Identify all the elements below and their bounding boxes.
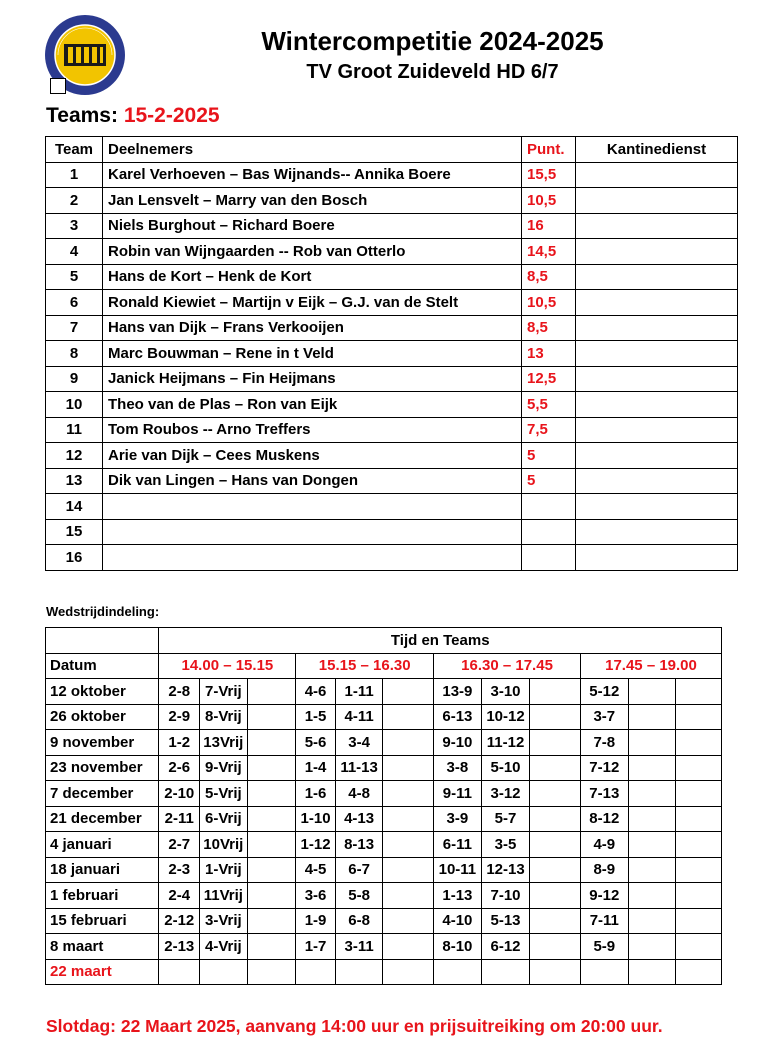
teams-header-row: [46, 137, 738, 163]
schedule-title-row: [46, 628, 722, 654]
schedule-date: 4 januari: [46, 832, 159, 858]
table-row: [46, 188, 738, 214]
schedule-row: [46, 806, 722, 832]
match-pair: 3-6: [296, 883, 336, 909]
match-pair: 10Vrij: [200, 832, 248, 858]
match-pair: 8-12: [581, 806, 629, 832]
match-pair: [159, 959, 200, 985]
team-canteen: [576, 341, 738, 367]
team-points: 13: [522, 341, 576, 367]
team-points: [522, 545, 576, 571]
match-pair: [200, 959, 248, 985]
col-header-points: Punt.: [522, 137, 576, 163]
match-pair: [530, 959, 581, 985]
time-slot-3: 16.30 – 17.45: [434, 653, 581, 679]
match-pair: [383, 806, 434, 832]
match-pair: 4-13: [335, 806, 383, 832]
match-pair: 1-Vrij: [200, 857, 248, 883]
teams-heading: [46, 104, 220, 128]
match-pair: 4-6: [296, 679, 336, 705]
table-row: [46, 545, 738, 571]
schedule-row: [46, 959, 722, 985]
col-header-team: Team: [46, 137, 103, 163]
match-pair: 1-5: [296, 704, 336, 730]
match-pair: [676, 934, 722, 960]
match-pair: 1-6: [296, 781, 336, 807]
schedule-row: [46, 781, 722, 807]
match-pair: [530, 857, 581, 883]
match-pair: [530, 908, 581, 934]
table-row: [46, 290, 738, 316]
schedule-header-title: Tijd en Teams: [159, 628, 722, 654]
team-points: [522, 519, 576, 545]
match-pair: [530, 781, 581, 807]
match-pair: 1-7: [296, 934, 336, 960]
match-pair: [628, 908, 676, 934]
match-pair: [247, 959, 296, 985]
team-players: Jan Lensvelt – Marry van den Bosch: [103, 188, 522, 214]
match-pair: 8-10: [434, 934, 482, 960]
table-row: [46, 162, 738, 188]
team-points: 10,5: [522, 290, 576, 316]
schedule-row: [46, 934, 722, 960]
match-pair: 1-9: [296, 908, 336, 934]
team-players: [103, 494, 522, 520]
team-players: Janick Heijmans – Fin Heijmans: [103, 366, 522, 392]
match-pair: [530, 755, 581, 781]
schedule-date: 9 november: [46, 730, 159, 756]
team-number: 12: [46, 443, 103, 469]
team-number: 14: [46, 494, 103, 520]
col-header-date: Datum: [46, 653, 159, 679]
match-pair: 2-9: [159, 704, 200, 730]
team-canteen: [576, 519, 738, 545]
match-pair: 2-10: [159, 781, 200, 807]
page-subtitle: TV Groot Zuideveld HD 6/7: [306, 61, 559, 83]
match-pair: 10-12: [481, 704, 530, 730]
team-players: Theo van de Plas – Ron van Eijk: [103, 392, 522, 418]
team-number: 9: [46, 366, 103, 392]
logo-frame-box: [50, 78, 66, 94]
match-pair: 5-Vrij: [200, 781, 248, 807]
team-points: 8,5: [522, 264, 576, 290]
table-row: [46, 315, 738, 341]
teams-table: [45, 136, 738, 571]
match-pair: 4-11: [335, 704, 383, 730]
schedule-slot-row: [46, 653, 722, 679]
table-row: [46, 443, 738, 469]
match-pair: [676, 806, 722, 832]
match-pair: [247, 832, 296, 858]
match-pair: 3-5: [481, 832, 530, 858]
match-pair: [247, 934, 296, 960]
team-points: 12,5: [522, 366, 576, 392]
match-pair: 13-9: [434, 679, 482, 705]
match-pair: 7-Vrij: [200, 679, 248, 705]
team-points: 7,5: [522, 417, 576, 443]
match-pair: [383, 959, 434, 985]
match-pair: 1-10: [296, 806, 336, 832]
match-pair: 6-8: [335, 908, 383, 934]
match-pair: 2-7: [159, 832, 200, 858]
match-pair: [628, 883, 676, 909]
match-pair: [628, 832, 676, 858]
match-pair: 1-12: [296, 832, 336, 858]
match-pair: [247, 781, 296, 807]
team-canteen: [576, 213, 738, 239]
schedule-heading: Wedstrijdindeling:: [46, 604, 160, 619]
team-players: Ronald Kiewiet – Martijn v Eijk – G.J. van de Stelt: [103, 290, 522, 316]
team-players: Arie van Dijk – Cees Muskens: [103, 443, 522, 469]
team-players: [103, 519, 522, 545]
match-pair: [628, 781, 676, 807]
team-players: [103, 545, 522, 571]
team-players: Marc Bouwman – Rene in t Veld: [103, 341, 522, 367]
match-pair: 1-11: [335, 679, 383, 705]
team-number: 1: [46, 162, 103, 188]
schedule-row: [46, 832, 722, 858]
match-pair: 7-12: [581, 755, 629, 781]
team-number: 4: [46, 239, 103, 265]
team-number: 15: [46, 519, 103, 545]
match-pair: 1-4: [296, 755, 336, 781]
schedule-row: [46, 908, 722, 934]
team-canteen: [576, 188, 738, 214]
team-players: Hans van Dijk – Frans Verkooijen: [103, 315, 522, 341]
match-pair: [530, 679, 581, 705]
team-number: 7: [46, 315, 103, 341]
team-points: [522, 494, 576, 520]
match-pair: 7-8: [581, 730, 629, 756]
match-pair: [628, 730, 676, 756]
match-pair: 5-9: [581, 934, 629, 960]
team-players: Hans de Kort – Henk de Kort: [103, 264, 522, 290]
team-number: 3: [46, 213, 103, 239]
match-pair: 5-6: [296, 730, 336, 756]
match-pair: [247, 755, 296, 781]
match-pair: 2-11: [159, 806, 200, 832]
match-pair: 2-12: [159, 908, 200, 934]
match-pair: [676, 832, 722, 858]
table-row: [46, 341, 738, 367]
match-pair: [383, 832, 434, 858]
schedule-table: [45, 627, 722, 985]
match-pair: [383, 857, 434, 883]
match-pair: [383, 908, 434, 934]
team-players: Niels Burghout – Richard Boere: [103, 213, 522, 239]
match-pair: 6-Vrij: [200, 806, 248, 832]
match-pair: 12-13: [481, 857, 530, 883]
match-pair: [434, 959, 482, 985]
table-row: [46, 519, 738, 545]
match-pair: 3-11: [335, 934, 383, 960]
match-pair: [628, 704, 676, 730]
match-pair: 8-Vrij: [200, 704, 248, 730]
team-number: 11: [46, 417, 103, 443]
match-pair: [247, 730, 296, 756]
match-pair: [481, 959, 530, 985]
time-slot-4: 17.45 – 19.00: [581, 653, 722, 679]
match-pair: [335, 959, 383, 985]
team-points: 10,5: [522, 188, 576, 214]
match-pair: [676, 679, 722, 705]
team-number: 10: [46, 392, 103, 418]
team-canteen: [576, 162, 738, 188]
team-points: 5,5: [522, 392, 576, 418]
match-pair: 4-Vrij: [200, 934, 248, 960]
team-canteen: [576, 468, 738, 494]
schedule-date: 26 oktober: [46, 704, 159, 730]
match-pair: [383, 934, 434, 960]
match-pair: 8-9: [581, 857, 629, 883]
match-pair: 4-5: [296, 857, 336, 883]
team-canteen: [576, 545, 738, 571]
table-row: [46, 468, 738, 494]
match-pair: [530, 806, 581, 832]
table-row: [46, 392, 738, 418]
match-pair: 5-12: [581, 679, 629, 705]
match-pair: [530, 832, 581, 858]
team-points: 5: [522, 468, 576, 494]
match-pair: 3-10: [481, 679, 530, 705]
match-pair: 9-11: [434, 781, 482, 807]
schedule-date: 12 oktober: [46, 679, 159, 705]
match-pair: 2-8: [159, 679, 200, 705]
match-pair: [247, 908, 296, 934]
match-pair: 5-10: [481, 755, 530, 781]
schedule-row: [46, 883, 722, 909]
match-pair: [676, 730, 722, 756]
schedule-date: 15 februari: [46, 908, 159, 934]
team-points: 15,5: [522, 162, 576, 188]
team-canteen: [576, 264, 738, 290]
schedule-row: [46, 704, 722, 730]
match-pair: 3-4: [335, 730, 383, 756]
team-number: 6: [46, 290, 103, 316]
match-pair: 9-12: [581, 883, 629, 909]
match-pair: 7-10: [481, 883, 530, 909]
team-players: Karel Verhoeven – Bas Wijnands-- Annika Boere: [103, 162, 522, 188]
team-number: 8: [46, 341, 103, 367]
time-slot-2: 15.15 – 16.30: [296, 653, 434, 679]
match-pair: [530, 883, 581, 909]
match-pair: [628, 959, 676, 985]
schedule-row: [46, 857, 722, 883]
match-pair: [247, 857, 296, 883]
match-pair: 3-9: [434, 806, 482, 832]
match-pair: 6-11: [434, 832, 482, 858]
match-pair: [628, 679, 676, 705]
match-pair: 3-Vrij: [200, 908, 248, 934]
team-players: Dik van Lingen – Hans van Dongen: [103, 468, 522, 494]
match-pair: 1-2: [159, 730, 200, 756]
match-pair: 4-10: [434, 908, 482, 934]
team-canteen: [576, 494, 738, 520]
team-canteen: [576, 366, 738, 392]
match-pair: [530, 730, 581, 756]
teams-date: 15-2-2025: [123, 104, 220, 127]
match-pair: 3-7: [581, 704, 629, 730]
schedule-row: [46, 730, 722, 756]
team-number: 13: [46, 468, 103, 494]
team-number: 16: [46, 545, 103, 571]
match-pair: [530, 704, 581, 730]
team-points: 14,5: [522, 239, 576, 265]
match-pair: 5-8: [335, 883, 383, 909]
table-row: [46, 213, 738, 239]
match-pair: 2-6: [159, 755, 200, 781]
col-header-players: Deelnemers: [103, 137, 522, 163]
match-pair: [383, 755, 434, 781]
match-pair: 3-8: [434, 755, 482, 781]
match-pair: [676, 908, 722, 934]
team-points: 16: [522, 213, 576, 239]
match-pair: [383, 679, 434, 705]
match-pair: 4-8: [335, 781, 383, 807]
table-row: [46, 494, 738, 520]
match-pair: 7-11: [581, 908, 629, 934]
team-canteen: [576, 417, 738, 443]
match-pair: [247, 806, 296, 832]
table-row: [46, 239, 738, 265]
match-pair: [383, 781, 434, 807]
team-players: Tom Roubos -- Arno Treffers: [103, 417, 522, 443]
match-pair: [530, 934, 581, 960]
match-pair: [247, 883, 296, 909]
match-pair: 2-3: [159, 857, 200, 883]
match-pair: 6-13: [434, 704, 482, 730]
page-title: Wintercompetitie 2024-2025: [261, 26, 604, 56]
match-pair: 5-7: [481, 806, 530, 832]
match-pair: 6-12: [481, 934, 530, 960]
match-pair: 13Vrij: [200, 730, 248, 756]
match-pair: 5-13: [481, 908, 530, 934]
match-pair: 7-13: [581, 781, 629, 807]
match-pair: [628, 857, 676, 883]
match-pair: [296, 959, 336, 985]
team-points: 8,5: [522, 315, 576, 341]
schedule-date: 8 maart: [46, 934, 159, 960]
match-pair: [676, 959, 722, 985]
match-pair: 2-13: [159, 934, 200, 960]
match-pair: [383, 730, 434, 756]
time-slot-1: 14.00 – 15.15: [159, 653, 296, 679]
col-header-canteen: Kantinedienst: [576, 137, 738, 163]
schedule-row: [46, 679, 722, 705]
team-players: Robin van Wijngaarden -- Rob van Otterlo: [103, 239, 522, 265]
match-pair: 3-12: [481, 781, 530, 807]
team-canteen: [576, 239, 738, 265]
schedule-date: 1 februari: [46, 883, 159, 909]
match-pair: [383, 883, 434, 909]
schedule-corner-cell: [46, 628, 159, 654]
match-pair: [383, 704, 434, 730]
match-pair: 1-13: [434, 883, 482, 909]
team-number: 2: [46, 188, 103, 214]
team-canteen: [576, 315, 738, 341]
match-pair: 11Vrij: [200, 883, 248, 909]
schedule-date: 18 januari: [46, 857, 159, 883]
schedule-date: 22 maart: [46, 959, 159, 985]
teams-label: Teams:: [46, 104, 118, 127]
schedule-row: [46, 755, 722, 781]
match-pair: 2-4: [159, 883, 200, 909]
match-pair: [247, 704, 296, 730]
match-pair: [628, 806, 676, 832]
table-row: [46, 417, 738, 443]
match-pair: 9-Vrij: [200, 755, 248, 781]
match-pair: [628, 755, 676, 781]
match-pair: 9-10: [434, 730, 482, 756]
match-pair: 6-7: [335, 857, 383, 883]
match-pair: [676, 857, 722, 883]
footer-note: Slotdag: 22 Maart 2025, aanvang 14:00 uur en prijsuitreiking om 20:00 uur.: [46, 1016, 663, 1036]
team-canteen: [576, 290, 738, 316]
schedule-date: 7 december: [46, 781, 159, 807]
schedule-date: 23 november: [46, 755, 159, 781]
table-row: [46, 366, 738, 392]
team-canteen: [576, 443, 738, 469]
match-pair: [676, 883, 722, 909]
schedule-date: 21 december: [46, 806, 159, 832]
match-pair: [676, 704, 722, 730]
match-pair: 10-11: [434, 857, 482, 883]
match-pair: 11-12: [481, 730, 530, 756]
match-pair: 11-13: [335, 755, 383, 781]
match-pair: [676, 781, 722, 807]
match-pair: 4-9: [581, 832, 629, 858]
match-pair: 8-13: [335, 832, 383, 858]
match-pair: [676, 755, 722, 781]
table-row: [46, 264, 738, 290]
team-canteen: [576, 392, 738, 418]
team-points: 5: [522, 443, 576, 469]
match-pair: [581, 959, 629, 985]
match-pair: [247, 679, 296, 705]
team-number: 5: [46, 264, 103, 290]
match-pair: [628, 934, 676, 960]
